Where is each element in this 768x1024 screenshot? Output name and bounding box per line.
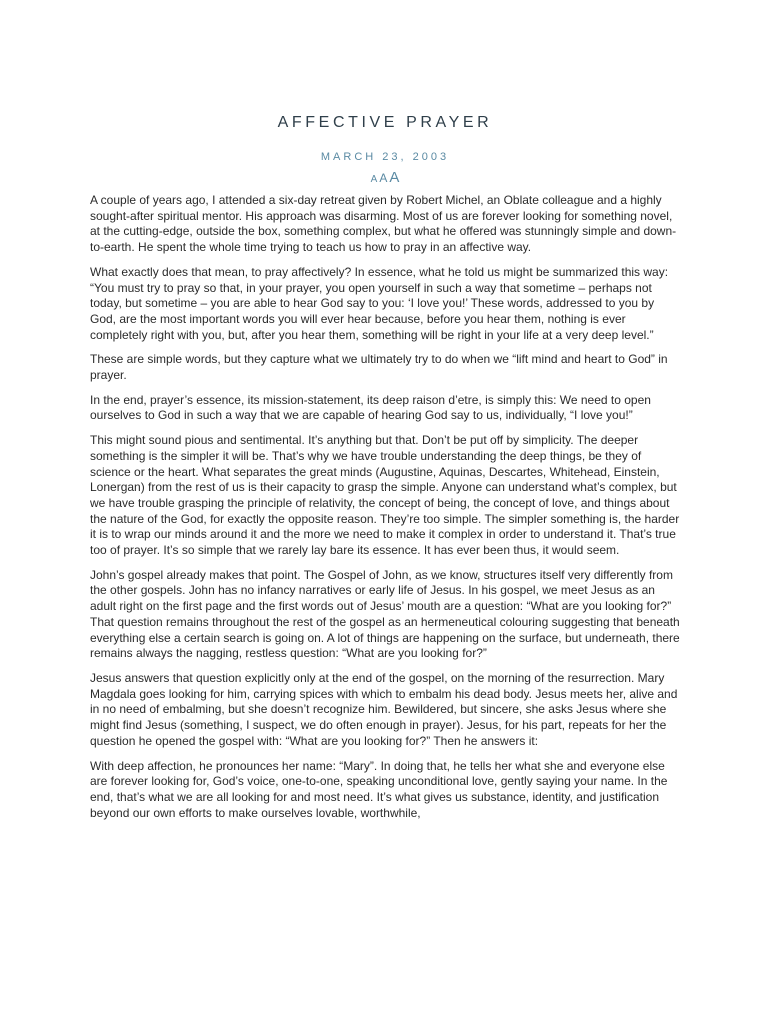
article-date: MARCH 23, 2003 <box>320 151 450 163</box>
paragraph: With deep affection, he pronounces her name: “Mary”. In doing that, he tells her what she and everyone else are forever looking for, God’s voice, one-to-one, speaking unconditional love, gently saying your name. In the end, that’s what we are all looking for and most need. It’s what gives us substance, identity, and justification beyond our own efforts to make ourselves lovable, worthwhile, <box>90 758 668 820</box>
paragraph: John’s gospel already makes that point. The Gospel of John, as we know, structures itself very differently from the other gospels. John has no infancy narratives or early life of Jesus. In his gospel, we meet Jesus as an adult right on the first page and the first words out of Jesus’ mouth are a question: “What are you looking for?” That question remains throughout the rest of the gospel as an hermeneutical colouring suggesting that beneath everything else a certain search is going on. A lot of things are happening on the surface, but underneath, there remains always the nagging, restless question: “What are you looking for?” <box>90 567 680 661</box>
paragraph: Jesus answers that question explicitly only at the end of the gospel, on the morning of the resurrection. Mary Magdala goes looking for him, carrying spices with which to embalm his dead body. Jesus meets her, alive and in no need of embalming, but she doesn’t recognize him. Bewildered, but sincere, she asks Jesus where she might find Jesus (something, I suspect, we do often enough in prayer). Jesus, for his part, repeats for her the question he opened the gospel with: “What are you looking for?” Then he answers it: <box>90 670 678 748</box>
font-size-medium-button[interactable]: A <box>379 171 388 185</box>
paragraph: What exactly does that mean, to pray affectively? In essence, what he told us might be summarized this way: “You must try to pray so that, in your prayer, you open yourself in such a way that sometime – perhaps not today, but sometime – you are able to hear God say to you: ‘I love you!’ These words, addressed to you by God, are the most important words you will ever hear because, before you hear them, nothing is ever completely right with you, but, after you hear them, something will be right in your life at a very deep level.” <box>90 264 669 342</box>
font-size-controls <box>90 169 680 187</box>
paragraph: A couple of years ago, I attended a six-day retreat given by Robert Michel, an Oblate colleague and a highly sought-after spiritual mentor. His approach was disarming. Most of us are forever looking for something novel, at the cutting-edge, outside the box, something complex, but what he offered was stunningly simple and down-to-earth. He spent the whole time trying to teach us how to pray in an affective way. <box>90 193 677 255</box>
article <box>90 0 680 830</box>
font-size-large-button[interactable]: A <box>389 169 400 186</box>
font-size-small-button[interactable]: A <box>370 174 378 185</box>
paragraph: In the end, prayer’s essence, its mission-statement, its deep raison d’etre, is simply this: We need to open ourselves to God in such a way that we are capable of hearing God say to us, individually, “I love you!” <box>90 392 651 423</box>
paragraph: This might sound pious and sentimental. It’s anything but that. Don’t be put off by simplicity. The deeper something is the simpler it will be. That’s why we have trouble understanding the deep things, be they of science or the heart. What separates the great minds (Augustine, Aquinas, Descartes, Whitehead, Einstein, Lonergan) from the rest of us is their capacity to grasp the simple. Anyone can understand what’s complex, but we have trouble grasping the principle of relativity, the concept of being, the concept of love, and things about the nature of the God, for exactly the opposite reason. They’re too simple. The simpler something is, the harder it is to wrap our minds around it and the more we need to make it complex in order to understand it. That’s true too of prayer. It’s so simple that we rarely lay bare its essence. It has ever been thus, it would seem. <box>90 433 680 558</box>
article-body <box>90 193 680 821</box>
paragraph: These are simple words, but they capture what we ultimately try to do when we “lift mind and heart to God” in prayer. <box>90 352 668 383</box>
article-title: AFFECTIVE PRAYER <box>277 114 493 131</box>
